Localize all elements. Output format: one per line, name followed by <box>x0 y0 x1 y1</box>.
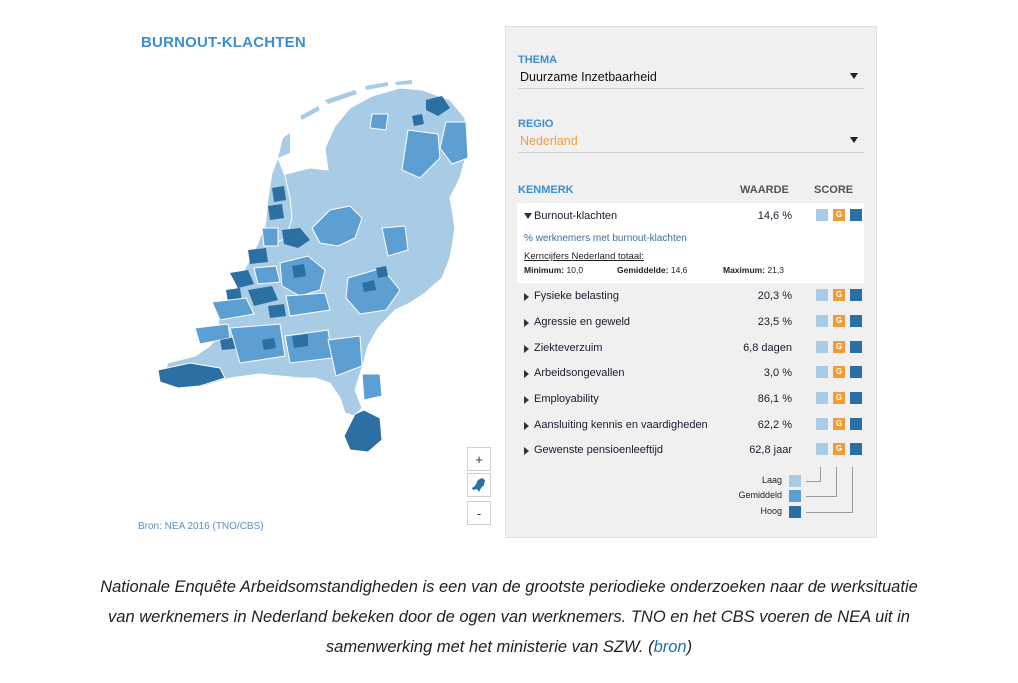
kenmerk-row[interactable] <box>506 364 878 384</box>
triangle-right-icon <box>524 396 529 404</box>
kerncijfers-minimum <box>524 265 583 275</box>
maximum-label: Maximum: <box>723 265 766 275</box>
active-kenmerk-card <box>517 203 864 283</box>
kenmerk-name: Gewenste pensioenleeftijd <box>534 444 664 456</box>
thema-value: Duurzame Inzetbaarheid <box>520 70 657 84</box>
netherlands-mini-icon <box>470 476 488 494</box>
regio-select[interactable] <box>518 131 864 153</box>
map-island-ameland[interactable] <box>365 82 388 90</box>
minimum-label: Minimum: <box>524 265 565 275</box>
map-region-s-hertogenbosch[interactable] <box>292 334 308 348</box>
kenmerk-name: Fysieke belasting <box>534 290 619 302</box>
map-island-vlieland[interactable] <box>300 106 320 120</box>
map-region-zaanstad[interactable] <box>272 186 286 202</box>
zoom-out-button[interactable]: - <box>467 501 491 525</box>
gemiddelde-label: Gemiddelde: <box>617 265 669 275</box>
map-region-arnhem[interactable] <box>376 266 388 278</box>
map-region-tilburg[interactable] <box>285 330 332 363</box>
map-region-leeuwarden[interactable] <box>370 114 388 130</box>
maximum-value: 21,3 <box>767 265 784 275</box>
caption-line-1: Nationale Enquête Arbeidsomstandigheden is een van de grootste periodieke onderzoeken naar de werksituatie <box>100 578 918 596</box>
thema-label: THEMA <box>518 54 558 66</box>
score-laag-swatch <box>816 209 828 221</box>
map-island-terschelling[interactable] <box>325 90 357 104</box>
kenmerk-value: 14,6 % <box>757 210 792 222</box>
score-hoog-swatch <box>850 392 862 404</box>
kenmerk-value: 20,3 % <box>757 290 792 302</box>
legend-connector-hoog <box>806 467 853 513</box>
kenmerk-value: 62,8 jaar <box>749 444 792 456</box>
map-source: Bron: NEA 2016 (TNO/CBS) <box>138 521 264 532</box>
map-region-leiden[interactable] <box>248 248 268 264</box>
score-hoog-swatch <box>850 418 862 430</box>
kenmerk-header: KENMERK <box>518 184 574 196</box>
triangle-right-icon <box>524 345 529 353</box>
score-laag-swatch <box>816 315 828 327</box>
map-region-breda[interactable] <box>262 338 276 350</box>
kenmerk-description: % werknemers met burnout-klachten <box>524 233 687 244</box>
regio-value: Nederland <box>520 134 578 148</box>
score-gemiddeld-swatch: G <box>833 289 845 301</box>
triangle-right-icon <box>524 422 529 430</box>
score-laag-swatch <box>816 418 828 430</box>
score-laag-swatch <box>816 366 828 378</box>
map-title: BURNOUT-KLACHTEN <box>141 34 306 51</box>
score-gemiddeld-swatch: G <box>833 366 845 378</box>
kerncijfers-heading: Kerncijfers Nederland totaal: <box>524 251 644 262</box>
kenmerk-name: Aansluiting kennis en vaardigheden <box>534 419 708 431</box>
map-region-helmond[interactable] <box>362 374 382 400</box>
kenmerk-name: Burnout-klachten <box>534 210 618 222</box>
regio-label: REGIO <box>518 118 554 130</box>
score-laag-swatch <box>816 289 828 301</box>
chevron-down-icon <box>850 137 858 143</box>
kenmerk-value: 3,0 % <box>763 367 792 379</box>
score-hoog-swatch <box>850 443 862 455</box>
score-hoog-swatch <box>850 341 862 353</box>
kenmerk-value: 86,1 % <box>757 393 792 405</box>
map-island-schiermonnikoog[interactable] <box>395 80 412 85</box>
kenmerk-name: Arbeidsongevallen <box>534 367 625 379</box>
map-region-zoetermeer[interactable] <box>254 266 280 284</box>
score-hoog-swatch <box>850 289 862 301</box>
legend-label-laag: Laag <box>761 475 782 485</box>
legend-label-hoog: Hoog <box>760 506 782 516</box>
score-hoog-swatch <box>850 315 862 327</box>
legend-label-gemiddeld: Gemiddeld <box>738 490 782 500</box>
kenmerk-value: 23,5 % <box>757 316 792 328</box>
zoom-home-button[interactable] <box>467 473 491 497</box>
triangle-right-icon <box>524 319 529 327</box>
zoom-in-button[interactable]: + <box>467 447 491 471</box>
score-gemiddeld-swatch: G <box>833 341 845 353</box>
score-gemiddeld-swatch: G <box>833 315 845 327</box>
score-hoog-swatch <box>850 366 862 378</box>
map-region-gouda[interactable] <box>262 228 278 246</box>
score-hoog-swatch <box>850 209 862 221</box>
score-gemiddeld-swatch: G <box>833 209 845 221</box>
kenmerk-row[interactable] <box>506 287 878 307</box>
kenmerk-row[interactable] <box>506 313 878 333</box>
score-laag-swatch <box>816 341 828 353</box>
map-region-zuid-limburg[interactable] <box>344 410 382 452</box>
score-gemiddeld-swatch: G <box>833 392 845 404</box>
kenmerk-row-active[interactable] <box>506 207 878 227</box>
score-laag-swatch <box>816 392 828 404</box>
waarde-header: WAARDE <box>740 184 789 196</box>
netherlands-map[interactable] <box>150 78 490 468</box>
kenmerk-row[interactable] <box>506 339 878 359</box>
map-region-groningen-city[interactable] <box>412 114 424 126</box>
map-region-dordrecht[interactable] <box>268 304 286 318</box>
score-gemiddeld-swatch: G <box>833 443 845 455</box>
gemiddelde-value: 14,6 <box>670 265 688 275</box>
triangle-right-icon <box>524 370 529 378</box>
triangle-right-icon <box>524 447 529 455</box>
score-header: SCORE <box>814 184 854 196</box>
kenmerk-name: Ziekteverzuim <box>534 342 603 354</box>
minimum-value: 10,0 <box>566 265 584 275</box>
triangle-right-icon <box>524 293 529 301</box>
legend-swatch-hoog <box>789 506 801 518</box>
info-panel <box>505 26 877 538</box>
caption-line-3-end: ) <box>686 638 693 656</box>
chevron-down-icon <box>850 73 858 79</box>
kenmerk-value: 62,2 % <box>757 419 792 431</box>
caption <box>0 572 1018 662</box>
caption-line-3 <box>0 632 1018 662</box>
score-laag-swatch <box>816 443 828 455</box>
kenmerk-row[interactable] <box>506 390 878 410</box>
source-link[interactable]: bron <box>653 638 687 656</box>
thema-select[interactable] <box>518 67 864 89</box>
kenmerk-value: 6,8 dagen <box>743 342 792 354</box>
kenmerk-name: Employability <box>534 393 599 405</box>
map-island-texel[interactable] <box>278 133 290 158</box>
legend-swatch-gemiddeld <box>789 490 801 502</box>
map-region-west-brabant[interactable] <box>230 324 285 363</box>
legend-swatch-laag <box>789 475 801 487</box>
score-gemiddeld-swatch: G <box>833 418 845 430</box>
map-region-haarlem[interactable] <box>268 204 284 220</box>
map-region-amersfoort[interactable] <box>292 264 306 278</box>
kenmerk-row[interactable] <box>506 416 878 436</box>
caption-line-2: van werknemers in Nederland bekeken door de ogen van werknemers. TNO en het CBS voeren de NEA uit in <box>108 608 910 626</box>
kerncijfers-gemiddelde <box>617 265 687 275</box>
kenmerk-row[interactable] <box>506 441 878 461</box>
kenmerk-name: Agressie en geweld <box>534 316 631 328</box>
caption-line-3-text: samenwerking met het ministerie van SZW. ( <box>325 638 654 656</box>
triangle-down-icon <box>524 213 532 219</box>
kerncijfers-maximum <box>723 265 784 275</box>
